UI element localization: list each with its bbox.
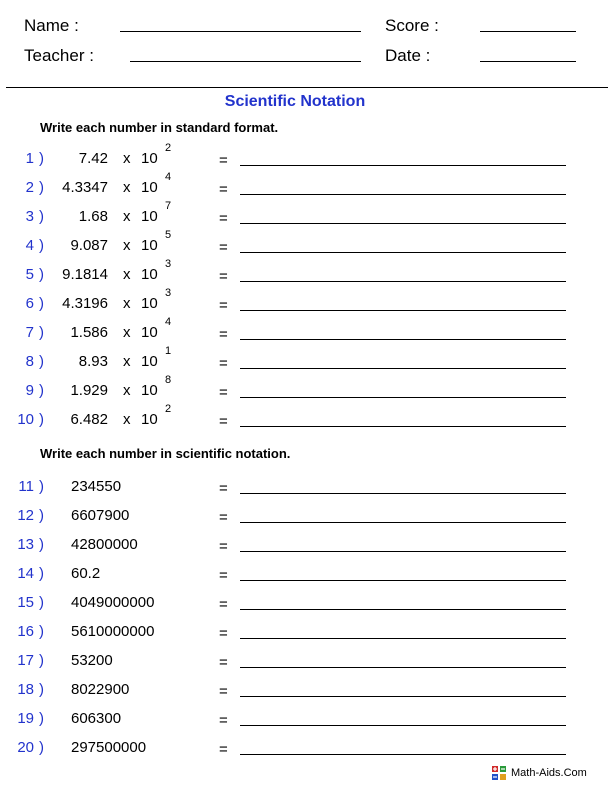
exponent: 5: [165, 229, 172, 241]
equals-sign: =: [219, 326, 228, 343]
logo-text: Math-Aids.Com: [511, 767, 587, 779]
equals-sign: =: [219, 181, 228, 198]
answer-line[interactable]: [240, 580, 566, 581]
problem-paren: ): [39, 536, 44, 553]
coefficient: 7.42: [78, 150, 108, 167]
problem-paren: ): [39, 478, 44, 495]
base-ten: 10: [141, 324, 158, 341]
number-value: 8022900: [71, 681, 130, 698]
answer-line[interactable]: [240, 754, 566, 755]
problem-paren: ): [39, 237, 44, 254]
answer-line[interactable]: [240, 426, 566, 427]
number-value: 606300: [71, 710, 122, 727]
times-sign: x: [123, 208, 131, 225]
problem-row: [0, 317, 612, 346]
coefficient: 9.1814: [62, 266, 108, 283]
problem-number: 17: [17, 652, 34, 669]
equals-sign: =: [219, 567, 228, 584]
worksheet-title: Scientific Notation: [224, 93, 366, 110]
times-sign: x: [123, 179, 131, 196]
problem-number: 13: [17, 536, 34, 553]
date-field[interactable]: [480, 61, 576, 62]
problem-row: [0, 674, 612, 703]
number-value: 297500000: [71, 739, 147, 756]
coefficient: 4.3196: [62, 295, 108, 312]
answer-line[interactable]: [240, 725, 566, 726]
name-field[interactable]: [120, 31, 361, 32]
problem-paren: ): [39, 382, 44, 399]
number-value: 6607900: [71, 507, 130, 524]
exponent: 2: [165, 403, 172, 415]
equals-sign: =: [219, 538, 228, 555]
problem-row: [0, 375, 612, 404]
base-ten: 10: [141, 382, 158, 399]
problem-paren: ): [39, 594, 44, 611]
section1-instruction: Write each number in standard format.: [40, 120, 279, 135]
answer-line[interactable]: [240, 281, 566, 282]
coefficient: 1.929: [70, 382, 108, 399]
problem-row: [0, 703, 612, 732]
problem-row: [0, 587, 612, 616]
times-sign: x: [123, 150, 131, 167]
coefficient: 6.482: [70, 411, 108, 428]
times-sign: x: [123, 266, 131, 283]
equals-sign: =: [219, 413, 228, 430]
problem-paren: ): [39, 353, 44, 370]
problem-row: [0, 143, 612, 172]
answer-line[interactable]: [240, 310, 566, 311]
answer-line[interactable]: [240, 368, 566, 369]
answer-line[interactable]: [240, 522, 566, 523]
header-divider: [6, 87, 608, 88]
answer-line[interactable]: [240, 165, 566, 166]
problem-paren: ): [39, 179, 44, 196]
equals-sign: =: [219, 654, 228, 671]
answer-line[interactable]: [240, 252, 566, 253]
equals-sign: =: [219, 239, 228, 256]
problem-number: 14: [17, 565, 34, 582]
times-sign: x: [123, 237, 131, 254]
problem-row: [0, 616, 612, 645]
coefficient: 1.586: [70, 324, 108, 341]
problem-row: [0, 259, 612, 288]
problem-row: [0, 230, 612, 259]
equals-sign: =: [219, 625, 228, 642]
problem-number: 20: [17, 739, 34, 756]
problem-number: 2: [25, 179, 34, 196]
problem-paren: ): [39, 507, 44, 524]
problem-row: [0, 645, 612, 674]
problem-row: [0, 288, 612, 317]
equals-sign: =: [219, 509, 228, 526]
equals-sign: =: [219, 152, 228, 169]
problem-number: 8: [25, 353, 34, 370]
problem-paren: ): [39, 565, 44, 582]
problem-paren: ): [39, 266, 44, 283]
number-value: 234550: [71, 478, 122, 495]
coefficient: 4.3347: [62, 179, 108, 196]
coefficient: 9.087: [70, 237, 108, 254]
problem-number: 6: [25, 295, 34, 312]
problem-number: 7: [25, 324, 34, 341]
exponent: 2: [165, 142, 172, 154]
exponent: 8: [165, 374, 172, 386]
problem-number: 4: [25, 237, 34, 254]
problem-row: [0, 500, 612, 529]
problem-row: [0, 404, 612, 433]
exponent: 3: [165, 287, 172, 299]
coefficient: 1.68: [78, 208, 108, 225]
equals-sign: =: [219, 355, 228, 372]
equals-sign: =: [219, 712, 228, 729]
problem-paren: ): [39, 681, 44, 698]
equals-sign: =: [219, 596, 228, 613]
problem-paren: ): [39, 652, 44, 669]
times-sign: x: [123, 324, 131, 341]
answer-line[interactable]: [240, 609, 566, 610]
problem-paren: ): [39, 295, 44, 312]
problem-number: 18: [17, 681, 34, 698]
problem-row: [0, 529, 612, 558]
problem-row: [0, 558, 612, 587]
problem-number: 10: [17, 411, 34, 428]
answer-line[interactable]: [240, 551, 566, 552]
problem-row: [0, 346, 612, 375]
exponent: 1: [165, 345, 172, 357]
base-ten: 10: [141, 295, 158, 312]
equals-sign: =: [219, 480, 228, 497]
name-label: Name :: [24, 16, 79, 35]
date-label: Date :: [385, 46, 431, 65]
problem-row: [0, 732, 612, 761]
teacher-label: Teacher :: [24, 46, 94, 65]
base-ten: 10: [141, 179, 158, 196]
equals-sign: =: [219, 210, 228, 227]
problem-number: 19: [17, 710, 34, 727]
score-field[interactable]: [480, 31, 576, 32]
times-sign: x: [123, 382, 131, 399]
base-ten: 10: [141, 150, 158, 167]
base-ten: 10: [141, 237, 158, 254]
exponent: 4: [165, 171, 172, 183]
equals-sign: =: [219, 297, 228, 314]
base-ten: 10: [141, 266, 158, 283]
problem-paren: ): [39, 324, 44, 341]
section2-instruction: Write each number in scientific notation.: [40, 446, 291, 461]
problem-paren: ): [39, 150, 44, 167]
math-aids-logo-icon: [492, 766, 506, 780]
coefficient: 8.93: [78, 353, 108, 370]
problem-row: [0, 172, 612, 201]
number-value: 4049000000: [71, 594, 155, 611]
times-sign: x: [123, 353, 131, 370]
equals-sign: =: [219, 268, 228, 285]
teacher-field[interactable]: [130, 61, 361, 62]
problem-paren: ): [39, 623, 44, 640]
answer-line[interactable]: [240, 194, 566, 195]
answer-line[interactable]: [240, 696, 566, 697]
equals-sign: =: [219, 683, 228, 700]
problem-number: 15: [17, 594, 34, 611]
exponent: 4: [165, 316, 172, 328]
number-value: 60.2: [71, 565, 101, 582]
number-value: 42800000: [71, 536, 138, 553]
score-label: Score :: [385, 16, 439, 35]
number-value: 5610000000: [71, 623, 155, 640]
problem-number: 9: [25, 382, 34, 399]
answer-line[interactable]: [240, 397, 566, 398]
answer-line[interactable]: [240, 493, 566, 494]
times-sign: x: [123, 411, 131, 428]
exponent: 7: [165, 200, 172, 212]
problem-number: 5: [25, 266, 34, 283]
answer-line[interactable]: [240, 339, 566, 340]
answer-line[interactable]: [240, 667, 566, 668]
base-ten: 10: [141, 411, 158, 428]
times-sign: x: [123, 295, 131, 312]
problem-row: [0, 201, 612, 230]
problem-paren: ): [39, 710, 44, 727]
equals-sign: =: [219, 384, 228, 401]
base-ten: 10: [141, 353, 158, 370]
problem-number: 16: [17, 623, 34, 640]
answer-line[interactable]: [240, 638, 566, 639]
problem-number: 1: [25, 150, 34, 167]
problem-number: 3: [25, 208, 34, 225]
problem-number: 11: [18, 478, 34, 495]
problem-paren: ): [39, 411, 44, 428]
problem-paren: ): [39, 208, 44, 225]
equals-sign: =: [219, 741, 228, 758]
problem-paren: ): [39, 739, 44, 756]
answer-line[interactable]: [240, 223, 566, 224]
problem-number: 12: [17, 507, 34, 524]
problem-row: [0, 471, 612, 500]
base-ten: 10: [141, 208, 158, 225]
exponent: 3: [165, 258, 172, 270]
number-value: 53200: [71, 652, 113, 669]
